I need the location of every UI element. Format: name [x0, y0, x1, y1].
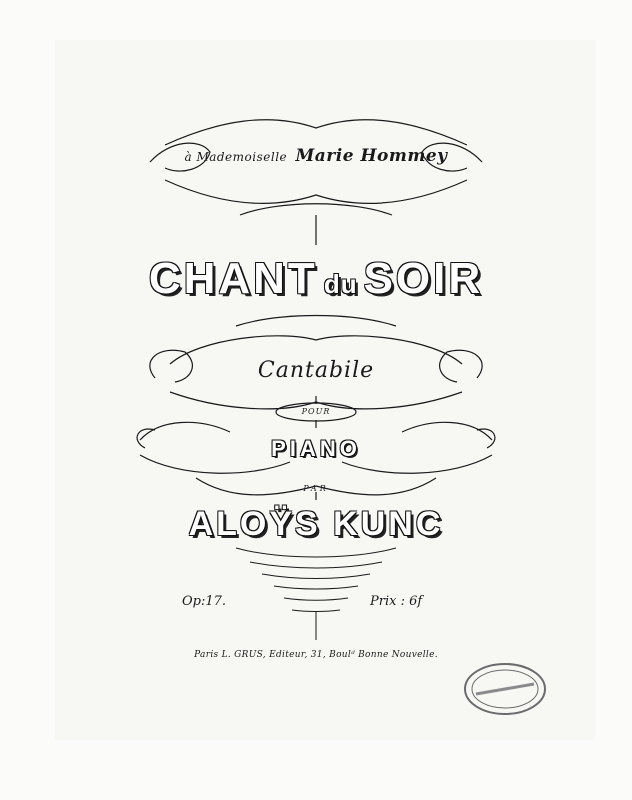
- title-du: du: [323, 269, 358, 299]
- tempo-marking: Cantabile: [257, 358, 375, 383]
- instrument-label: PIANO: [271, 436, 361, 461]
- dedication-ornament: [150, 120, 482, 245]
- dedication: [0, 146, 632, 166]
- dedication-name: Marie Hommey: [295, 146, 448, 166]
- dedication-prefix: à Mademoiselle: [184, 150, 288, 164]
- publisher-line: Paris L. GRUS, Editeur, 31, Boulᵈ Bonne Nouvelle.: [194, 650, 438, 660]
- title-part-1: CHANT: [148, 254, 318, 303]
- title-part-2: SOIR: [363, 254, 484, 303]
- par-label: PAR: [303, 484, 329, 493]
- publisher-stamp: [462, 660, 548, 718]
- price-label: Prix : 6f: [370, 594, 423, 609]
- opus-number: Op:17.: [182, 594, 227, 609]
- pour-label: POUR: [301, 407, 331, 416]
- page-title: [0, 254, 632, 304]
- composer-name: ALOŸS KUNC: [188, 505, 444, 543]
